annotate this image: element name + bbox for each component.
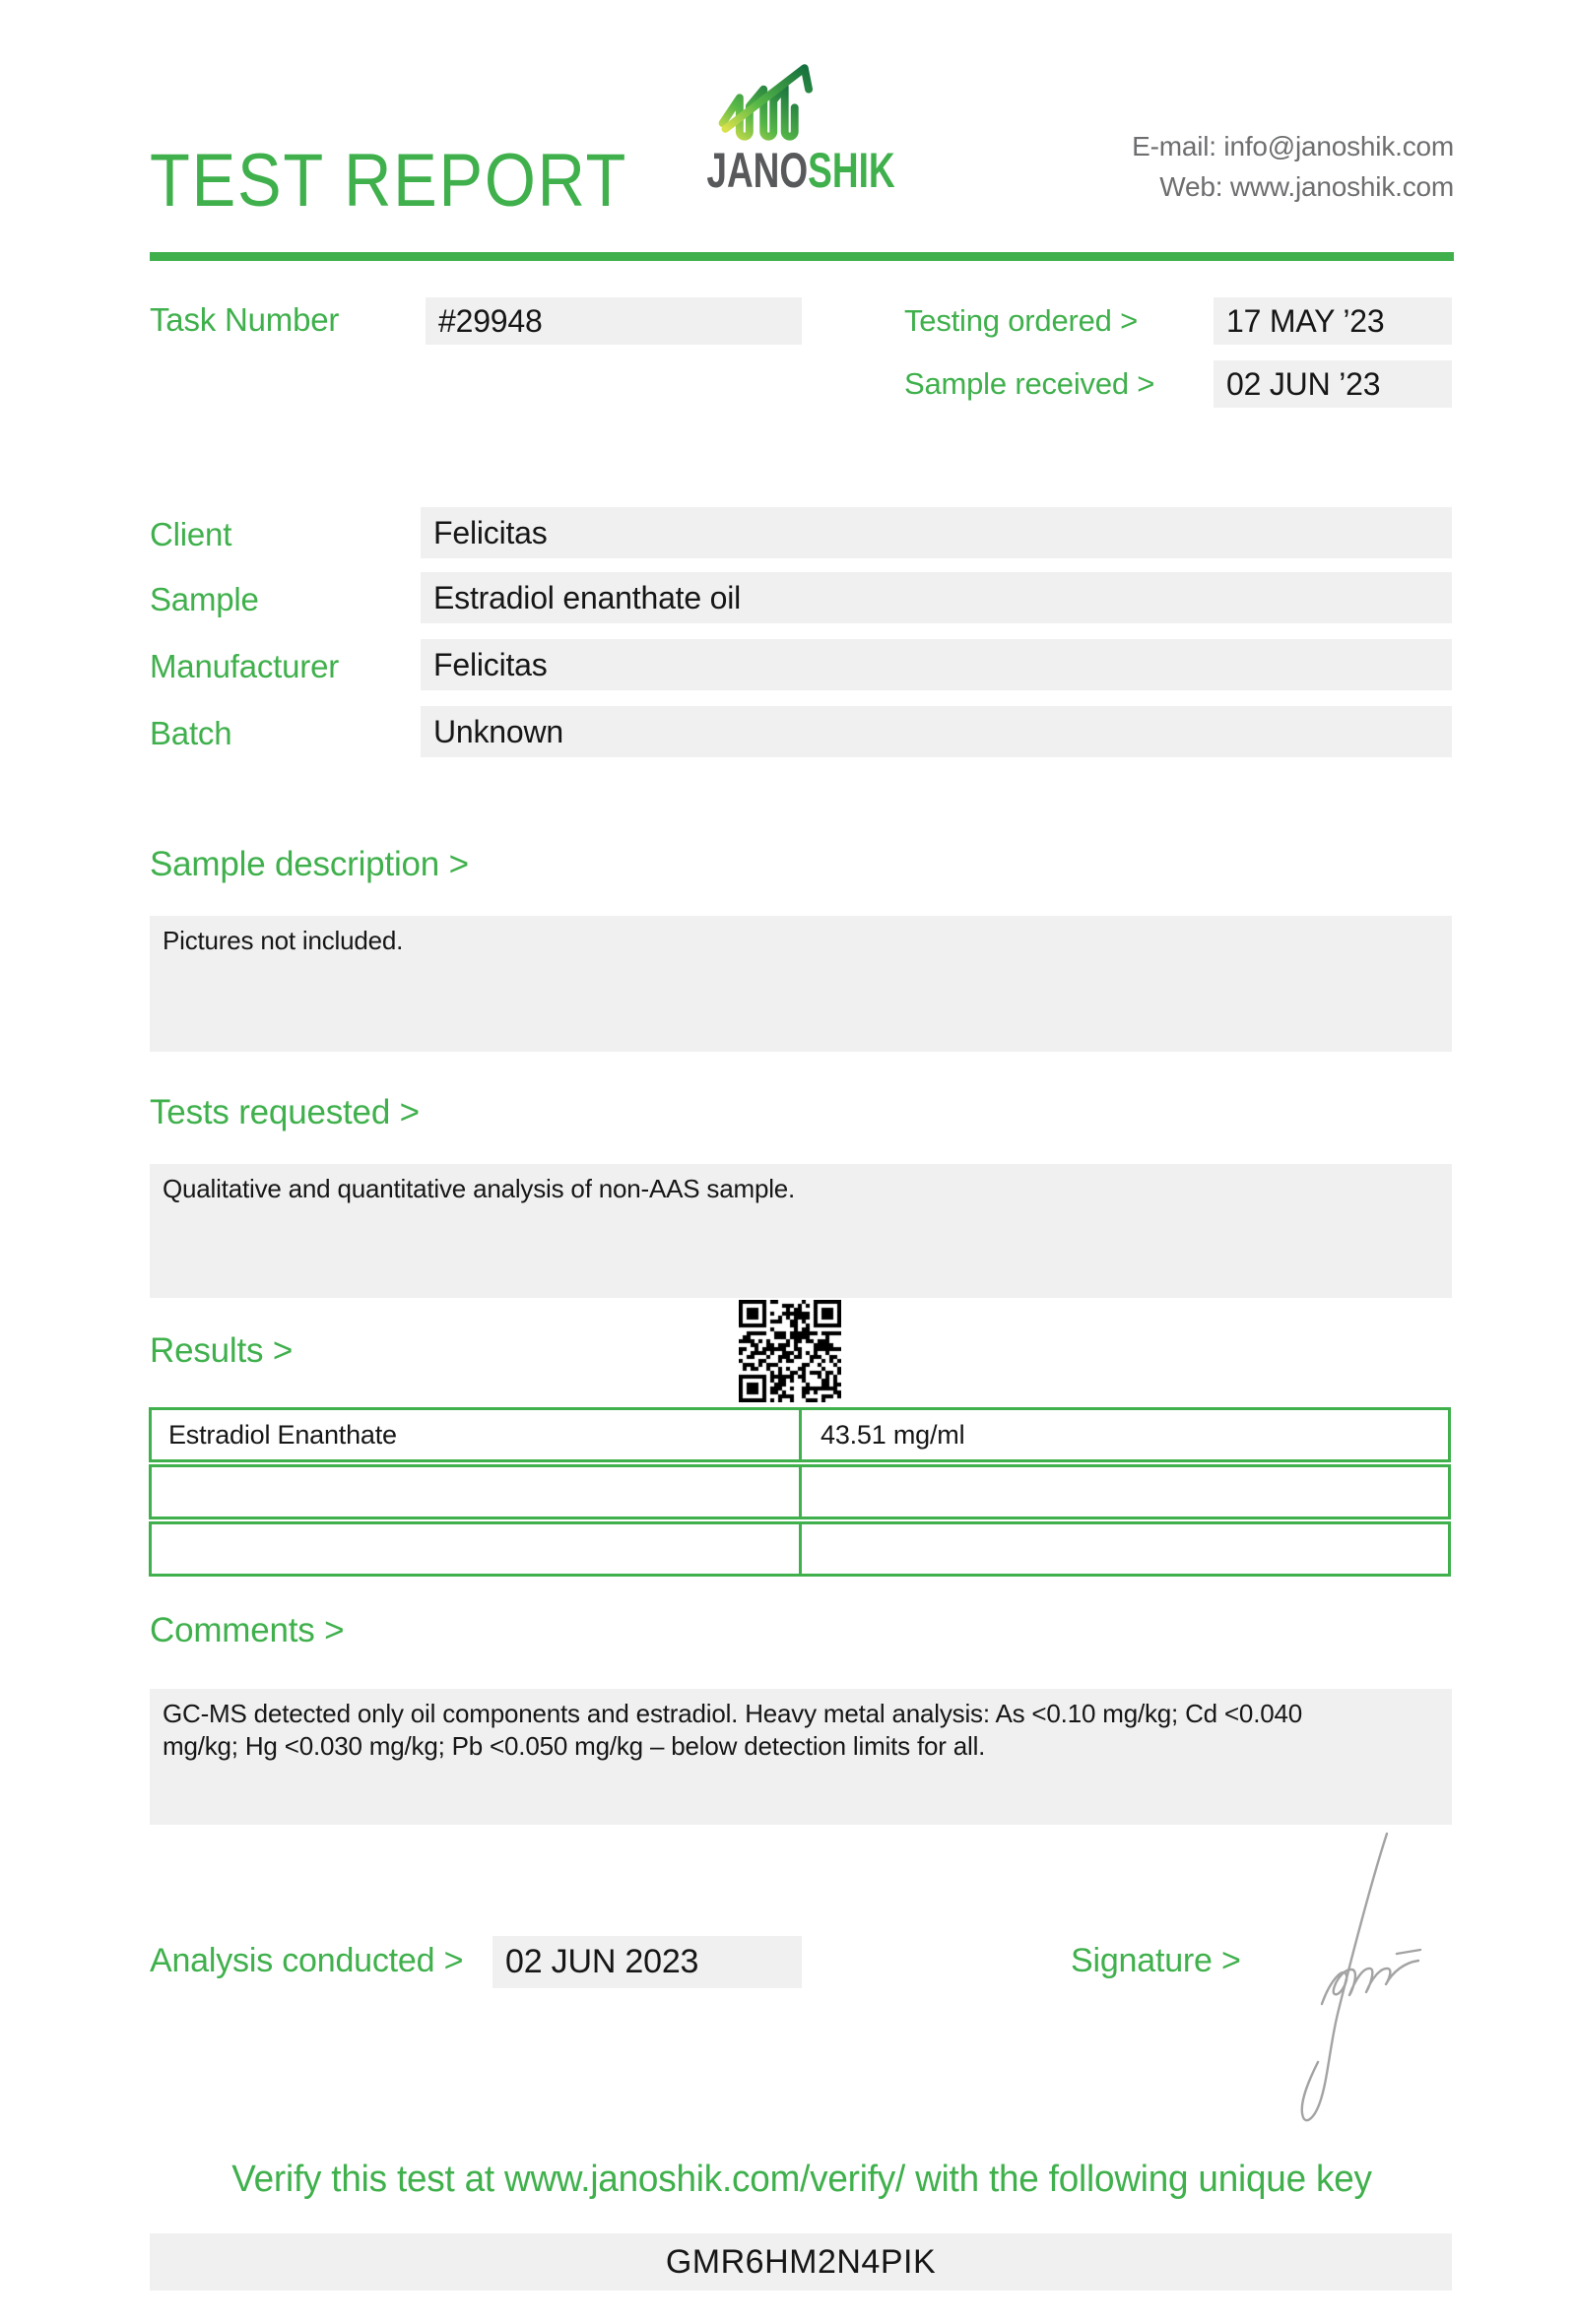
sample-label: Sample <box>150 581 259 617</box>
result-name-cell <box>152 1524 802 1574</box>
result-value-cell <box>802 1467 1448 1517</box>
comments-heading: Comments > <box>150 1611 345 1649</box>
results-table-row <box>149 1407 1451 1462</box>
batch-value: Unknown <box>421 706 1452 757</box>
result-name-cell: Estradiol Enanthate <box>152 1410 802 1459</box>
result-value-cell <box>802 1524 1448 1574</box>
contact-web: Web: www.janoshik.com <box>1159 171 1454 202</box>
results-table <box>149 1407 1451 1579</box>
verify-instruction: Verify this test at www.janoshik.com/verify/ with the following unique key <box>231 2159 1372 2200</box>
sample-value: Estradiol enanthate oil <box>421 572 1452 623</box>
client-label: Client <box>150 516 232 552</box>
sample-description-heading: Sample description > <box>150 845 469 883</box>
tests-requested-box <box>150 1164 1452 1298</box>
logo-jano-text: JANO <box>706 143 809 198</box>
sample-received-value: 02 JUN ’23 <box>1214 360 1452 408</box>
tests-requested-text: Qualitative and quantitative analysis of non-AAS sample. <box>163 1174 796 1203</box>
testing-ordered-value: 17 MAY ’23 <box>1214 297 1452 345</box>
result-value-cell: 43.51 mg/ml <box>821 1419 965 1450</box>
janoshik-logo <box>678 61 900 198</box>
unique-key-box <box>150 2233 1452 2291</box>
logo-chart-icon <box>710 61 868 146</box>
tests-requested-heading: Tests requested > <box>150 1093 420 1131</box>
results-table-row <box>149 1464 1451 1519</box>
results-heading: Results > <box>150 1331 294 1370</box>
header-divider <box>150 252 1454 261</box>
sample-description-text: Pictures not included. <box>163 926 404 955</box>
comments-box <box>150 1689 1452 1825</box>
analysis-conducted-label: Analysis conducted > <box>150 1942 464 1979</box>
task-number-label: Task Number <box>150 301 340 338</box>
sample-description-box <box>150 916 1452 1052</box>
unique-key-value: GMR6HM2N4PIK <box>665 2242 937 2281</box>
sample-received-label: Sample received > <box>904 366 1155 401</box>
task-number-value: #29948 <box>426 297 802 345</box>
qr-code <box>739 1300 841 1402</box>
contact-block <box>1132 126 1454 207</box>
contact-email: E-mail: info@janoshik.com <box>1132 131 1454 161</box>
logo-wordmark <box>706 143 895 198</box>
analysis-date-value: 02 JUN 2023 <box>492 1936 802 1988</box>
manufacturer-value: Felicitas <box>421 639 1452 690</box>
client-value: Felicitas <box>421 507 1452 558</box>
batch-label: Batch <box>150 715 232 751</box>
result-name-cell <box>152 1467 802 1517</box>
testing-ordered-label: Testing ordered > <box>904 303 1139 338</box>
logo-shik-text: SHIK <box>808 143 895 198</box>
page-title: TEST REPORT <box>150 139 628 223</box>
manufacturer-label: Manufacturer <box>150 648 340 684</box>
comments-text: GC-MS detected only oil components and estradiol. Heavy metal analysis: As <0.10 mg/kg; Cd <0.040 mg/kg; Hg <0.030 mg/kg; Pb <0.050 mg/kg – below detection limits for all. <box>163 1699 1302 1761</box>
signature-image <box>1271 1822 1458 2147</box>
results-table-row <box>149 1521 1451 1577</box>
signature-label: Signature > <box>1071 1942 1241 1979</box>
